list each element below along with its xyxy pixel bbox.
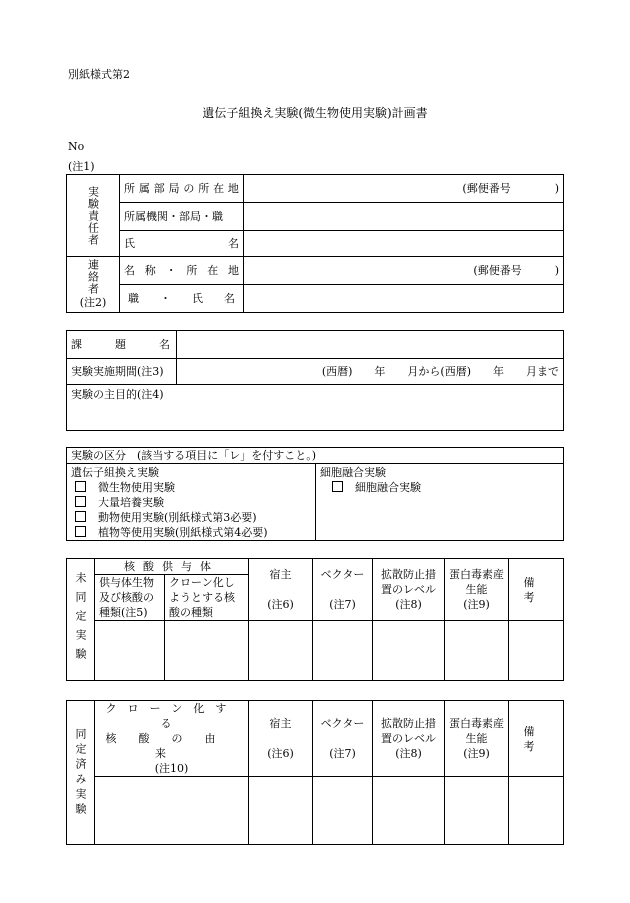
vector-header: ベクター (注7) (313, 559, 373, 621)
toxin-header: 蛋白毒素産生能 (注9) (445, 559, 509, 621)
unidentified-side-label: 未同定実験 (74, 572, 87, 667)
contact-address-value[interactable]: (郵便番号 ) (244, 257, 564, 285)
host-header: 宿主 (注6) (249, 701, 313, 777)
category-header: 実験の区分 (該当する項目に「レ」を付すこと。) (67, 448, 564, 464)
vector-header: ベクター (注7) (313, 701, 373, 777)
checkbox-label: 微生物使用実験 (98, 481, 175, 494)
checkbox[interactable] (332, 481, 343, 492)
gene-recomb-title: 遺伝子組換え実験 (71, 466, 159, 479)
containment-header: 拡散防止措置のレベル (注8) (373, 701, 445, 777)
checkbox-item[interactable] (71, 525, 311, 540)
responsible-group-cell (67, 175, 120, 257)
containment-value[interactable] (373, 621, 445, 681)
unidentified-table (66, 558, 564, 681)
purpose-label: 実験の主目的(注4) (71, 388, 164, 401)
responsible-affiliation-label: 所属機関・部局・職 (120, 203, 244, 231)
donor-species-header: 供与体生物及び核酸の種類(注5) (95, 575, 165, 621)
remarks-value[interactable] (509, 621, 564, 681)
checkbox-label: 動物使用実験(別紙様式第3必要) (98, 511, 257, 524)
name-label-b: 名 (228, 237, 239, 250)
containment-value[interactable] (373, 777, 445, 845)
donor-header: 核酸供与体 (95, 559, 249, 575)
form-reference: 別紙様式第2 (68, 68, 130, 81)
contact-group-cell (67, 257, 120, 313)
checkbox-item[interactable] (320, 480, 559, 495)
unidentified-side-cell (67, 559, 95, 681)
identified-table (66, 700, 564, 845)
responsible-name-label (120, 231, 244, 257)
identified-side-label: 同定済み実験 (74, 727, 87, 818)
document-title: 遺伝子組換え実験(微生物使用実験)計画書 (202, 106, 428, 120)
toxin-value[interactable] (445, 777, 509, 845)
identified-side-cell (67, 701, 95, 845)
purpose-cell[interactable] (67, 385, 564, 431)
gene-recomb-cell (67, 464, 316, 541)
vector-value[interactable] (313, 777, 373, 845)
responsible-address-label: 所 属 部 局 の 所 在 地 (120, 175, 244, 203)
clone-type-value[interactable] (165, 621, 249, 681)
checkbox[interactable] (75, 511, 86, 522)
checkbox[interactable] (75, 526, 86, 537)
contact-label-d: 名 (224, 292, 235, 305)
contact-address-label: 名 称 ・ 所 在 地 (120, 257, 244, 285)
cell-fusion-cell (316, 464, 564, 541)
host-value[interactable] (249, 777, 313, 845)
clone-type-header: クローン化しようとする核酸の種類 (165, 575, 249, 621)
containment-header: 拡散防止措置のレベル (注8) (373, 559, 445, 621)
contact-name-value[interactable] (244, 285, 564, 313)
no-label: No (68, 140, 85, 153)
toxin-value[interactable] (445, 621, 509, 681)
remarks-header: 備考 (509, 559, 564, 621)
checkbox[interactable] (75, 481, 86, 492)
vector-value[interactable] (313, 621, 373, 681)
host-value[interactable] (249, 621, 313, 681)
checkbox[interactable] (75, 496, 86, 507)
checkbox-label: 植物等使用実験(別紙様式第4必要) (98, 526, 268, 539)
checkbox-label: 細胞融合実験 (355, 481, 421, 494)
period-value[interactable]: (西暦) 年 月から(西暦) 年 月まで (177, 359, 564, 385)
contact-name-label (120, 285, 244, 313)
contact-label-a: 職 (128, 292, 139, 305)
contact-label-c: 氏 (192, 292, 203, 305)
checkbox-label: 大量培養実験 (98, 496, 164, 509)
subject-title-label-c: 名 (159, 338, 170, 351)
responsible-name-value[interactable] (244, 231, 564, 257)
responsible-affiliation-value[interactable] (244, 203, 564, 231)
remarks-header: 備考 (509, 701, 564, 777)
host-header: 宿主 (注6) (249, 559, 313, 621)
subject-table (66, 330, 564, 431)
responsible-address-value[interactable]: (郵便番号 ) (244, 175, 564, 203)
responsible-group-label: 実験責任者 (86, 185, 100, 246)
origin-header: クローン化する 核酸の由来 (注10) (95, 701, 249, 777)
subject-title-value[interactable] (177, 331, 564, 359)
subject-title-label (67, 331, 177, 359)
contact-group-note: (注2) (79, 296, 107, 309)
checkbox-item[interactable] (71, 495, 311, 510)
responsible-contact-table (66, 174, 564, 313)
period-label: 実験実施期間(注3) (67, 359, 177, 385)
cell-fusion-title: 細胞融合実験 (320, 466, 386, 479)
note-1: (注1) (68, 160, 95, 173)
category-table (66, 447, 564, 541)
remarks-value[interactable] (509, 777, 564, 845)
origin-value[interactable] (95, 777, 249, 845)
donor-species-value[interactable] (95, 621, 165, 681)
contact-label-b: ・ (160, 292, 171, 305)
name-label-a: 氏 (124, 237, 135, 250)
checkbox-item[interactable] (71, 510, 311, 525)
toxin-header: 蛋白毒素産生能 (注9) (445, 701, 509, 777)
contact-group-label: 連絡者 (86, 259, 100, 295)
checkbox-item[interactable] (71, 480, 311, 495)
subject-title-label-b: 題 (115, 338, 126, 351)
subject-title-label-a: 課 (71, 338, 82, 351)
